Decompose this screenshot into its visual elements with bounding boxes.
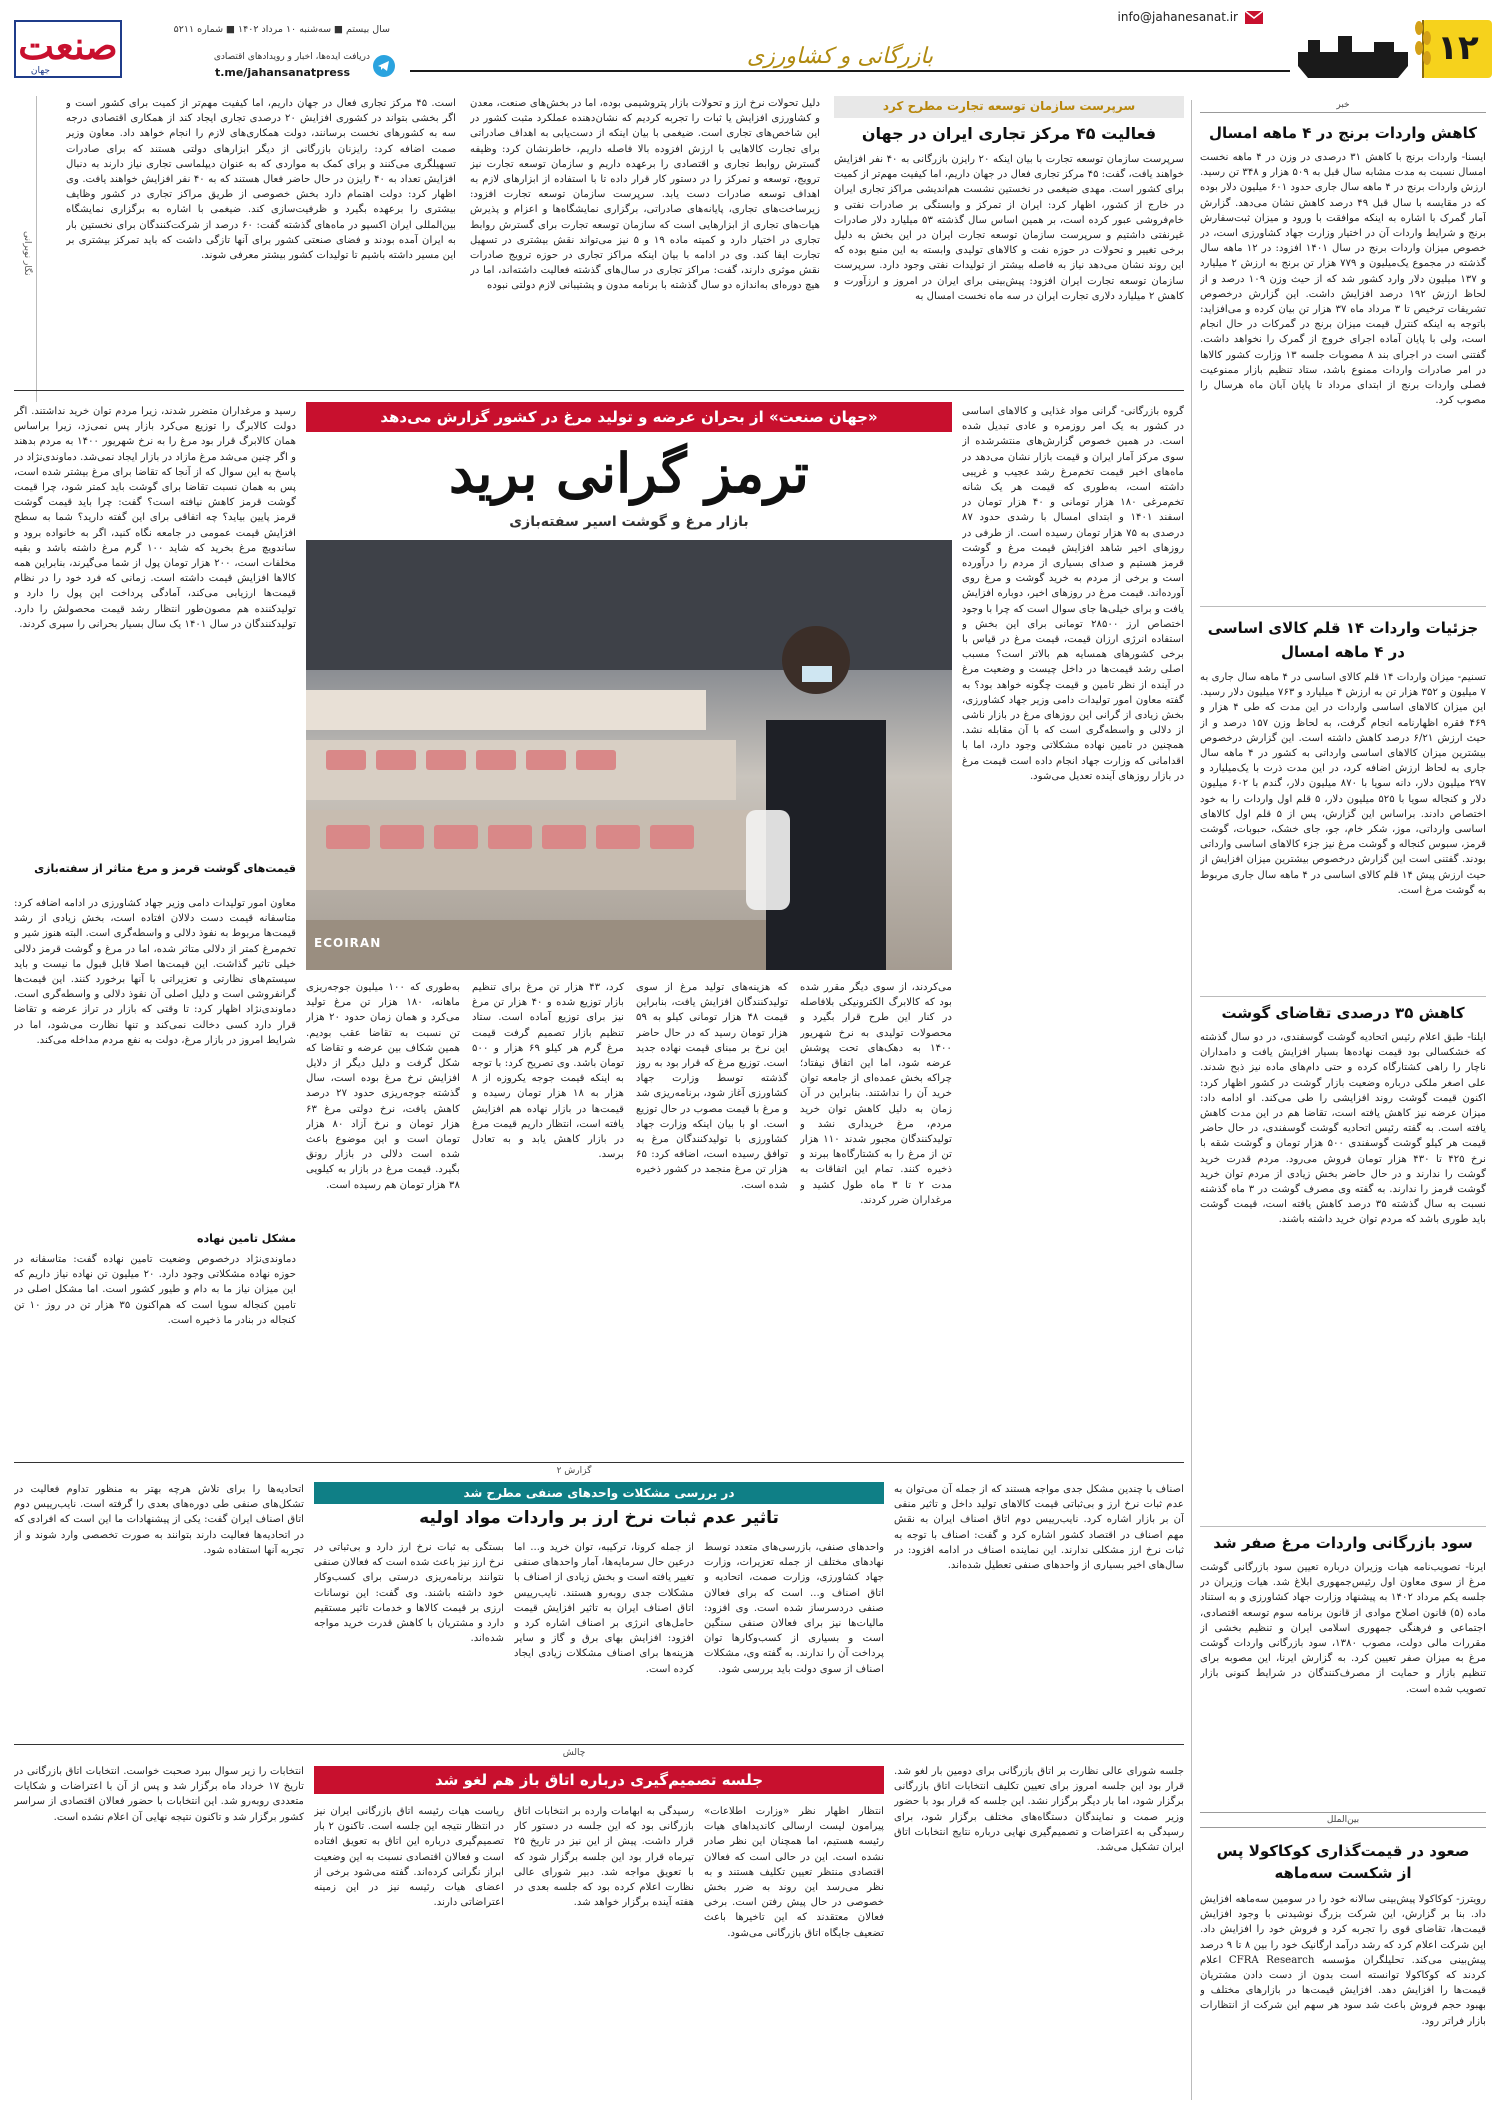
brand-sub: جهان: [30, 66, 50, 76]
article2-title: تاثیر عدم ثبات نرخ ارز بر واردات مواد اولیه: [419, 1508, 779, 1528]
main-title: ترمز گرانی برید: [449, 441, 809, 505]
left-subhead-2: مشکل تامین نهاده: [197, 1232, 296, 1245]
photo-credit: ECOIRAN: [314, 936, 382, 950]
column-separator: [1191, 100, 1192, 2100]
article3-col-1: جلسه شورای عالی نظارت بر اتاق بازرگانی برای دومین بار لغو شد. قرار بود این جلسه امروز برای تعیین تکلیف انتخابات اتاق بازرگانی برگزار شود، اما بار دیگر برگزار نشد. این جلسه که قرار بود با حضور وزیر صمت و نمایندگان دستگاه‌های مختلف برگزار شود، برای رسیدگی به اعتراضات و تصمیم‌گیری نهایی درباره نتایج انتخابات اتاق ایران تشکیل می‌شد.: [894, 1766, 1184, 1854]
news-title-3: کاهش ۳۵ درصدی تقاضای گوشت: [1221, 1004, 1465, 1022]
article3-col-3: رسیدگی به ابهامات وارده بر انتخابات اتاق بازرگانی بود که این جلسه در دستور کار قرار داشت. پیش از این نیز در تاریخ ۲۵ تیرماه قرار بود این جلسه برگزار شود که با تعویق مواجه شد. دبیر شورای عالی نظارت اعلام کرده بود که جلسه بعدی در هفته آینده برگزار خواهد شد.: [514, 1806, 694, 1909]
main-right-col: گروه بازرگانی- گرانی مواد غذایی و کالاهای اساسی در کشور به یک امر روزمره و عادی تبدیل شده است. در همین خصوص گزارش‌های منتشرشده از سوی مرکز آمار ایران و قیمت بازار نشان می‌دهد در ماه‌های اخیر قیمت تخم‌مرغ رشد عجیب و غریبی داشته است، به‌طوری که قیمت هر یک شانه تخم‌مرغی ۱۸۰ هزار تومانی و ۴۰ هزار تومان در اسفند ۱۴۰۱ و ابتدای امسال با رشدی حدود ۸۷ درصدی به ۷۵ هزار تومان رسیده است. از طرفی در روزهای اخیر شاهد افزایش قیمت مرغ و گوشت قرمز هستیم و صدای بسیاری از مردم را درآورده است و برخی از مردم به خرید گوشت و مرغ روی آورده‌اند. قیمت مرغ در روزهای اخیر، دوباره افزایش یافت و برای خیلی‌ها جای سوال است که چرا با وجود اختصاص ارز ۲۸۵۰۰ تومانی برای این بخش و استفاده انرژی ارزان قیمت، قیمت مرغ در قیاس با برخی کشورهای همسایه هم بالاتر است؟ مسبب اصلی رشد قیمت‌ها در داخل چیست و وضعیت مرغ در آینده از نظر تامین و قیمت چگونه خواهد بود؟ به گفته معاون امور تولیدات دامی وزیر جهاد کشاورزی، بخش زیادی از گرانی این روزهای مرغ در بازار ناشی از دلالی و واسطه‌گری است که با آن مقابله نشد. همچنین در تامین نهاده مشکلاتی وجود دارد، اما با اقدامانی که وزارت جهاد انجام داده است قیمت مرغ در بازار روزهای آینده تعدیل می‌شود.: [962, 406, 1184, 782]
news-body-1: ایسنا- واردات برنج با کاهش ۳۱ درصدی در وزن در ۴ ماهه نخست امسال نسبت به مدت مشابه سال قبل به ۵۰۹ هزار و ۳۴۸ تن رسید. ارزش واردات برنج در ۴ ماهه سال جاری حدود ۶۰۱ میلیون دلار بوده که در مقایسه با سال قبل ۴۹ درصد کاهش نشان می‌دهد. گزارش آمار گمرک با اشاره به اینکه موافقت با ورود و میزان ثبت‌سفارش برنج و شرایط واردات آن در اختیار وزارت جهاد کشاورزی است، در خصوص میزان واردات برنج در سال ۱۴۰۱ افزود: در ۱۲ ماهه سال گذشته در مجموع یک‌میلیون و ۷۷۹ هزار تن برنج به ارزش ۲ میلیارد و ۱۳۷ میلیون دلار وارد کشور شد که از حیث وزن ۱۰۹ درصد و از لحاظ ارزش ۱۹۲ درصد افزایش داشت. این گزارش درخصوص تشریفات ترخیص تا ۳ مرداد ماه ۳۷ هزار تن بیان کرده و می‌افزاید: باتوجه به اینکه کنترل قیمت میزان برنج در گمرکات در حال انجام است، ولی با پایان آماده اجرای خروج از گمرک را نخواهد داشت. گفتنی است در اجرای بند ۸ مصوبات جلسه ۱۳ وزارت کشور کالاها در امر صادرات واردات ممنوع باشد، ستاد تنظیم بازار ممنوعیت فصلی واردات برنج از ابتدای مرداد تا پایان آبان ماه هرسال را مصوب کرد.: [1200, 152, 1486, 407]
main-bottom-col-3: کرد، ۴۳ هزار تن مرغ برای تنظیم بازار توزیع شده و ۴۰ هزار تن مرغ نیز برای توزیع آماده است. ستاد تنظیم بازار تصمیم گرفت قیمت مرغ گرم هر کیلو ۶۹ هزار و ۵۰۰ تومان باشد. وی تصریح کرد: با توجه به اینکه قیمت جوجه یکروزه از ۸ هزار به ۱۸ هزار تومان رسیده و قیمت‌ها در بازار نهاده هم افزایش یافته است، انتظار داریم قیمت مرغ در بازار کاهش یابد و به تعادل برسد.: [472, 982, 624, 1161]
main-left-col-2: معاون امور تولیدات دامی وزیر جهاد کشاورزی در ادامه اضافه کرد: متاسفانه قیمت دست دلالان افتاده است، بخش زیادی از رشد قیمت‌ها مربوط به نفوذ دلالی و واسطه‌گری است. البته هنوز شیر و تخم‌مرغ کمتر از دلالی متاثر شده، اما در مرغ و گوشت قرمز دلالی خیلی تاثیر گذاشت. این قیمت‌ها اصلا قابل قبول ما نیست و باید سیستم‌های نظارتی و تعزیراتی با آنها برخورد کنند. این قیمت‌ها گرانفروشی است و دلیل اصلی آن نفوذ دلالی و واسطه‌گری است. دماوندی‌نژاد اظهار کرد: تا وقتی که بازار در تراز عرضه و تقاضا قرار دارد کسی دخالت نمی‌کند و تنها نظارت می‌شود، اما در شرایط امروز در بازار مرغ، دولت به نفع مردم مداخله می‌کند.: [14, 898, 296, 1046]
main-subtitle: بازار مرغ و گوشت اسیر سفته‌بازی: [509, 514, 749, 530]
side-label: نگار نوبرانی: [22, 231, 32, 276]
telegram-icon: [372, 54, 396, 78]
section-logo: بازرگانی و کشاورزی: [746, 44, 934, 69]
news-divider-3: [1200, 1526, 1486, 1527]
news-column: [1200, 100, 1486, 2100]
article-col-2: دلیل تحولات نرخ ارز و تحولات بازار پتروشیمی بوده، اما در بخش‌های صنعت، معدن و کشاورزی افزایش یا ثبات را تجربه کردیم که نشان‌دهنده عملکرد مثبت کشور در این شاخص‌های تجاری است. ضیغمی با بیان اینکه از دست‌یابی به اهداف صادراتی برای تجارت کالاهایی با ارزش افزوده بالا فاصله داریم، خاطرنشان کرد: وظیفه گسترش روابط تجاری و اقتصادی را برعهده داریم و سازمان توسعه تجارت نیز ترویج، توسعه و تمرکز را در دستور کار قرار داده تا با استفاده از ابزارهای لازم به اهداف توسعه صادرات دست یابد. سرپرست سازمان توسعه تجارت افزود: زیرساخت‌های تجاری، پایانه‌های صادراتی، برگزاری نمایشگاه‌ها و اعزام و پذیرش هیات‌های تجاری از ابزارهایی است که سازمان توسعه تجارت برای گسترش روابط تجاری در اختیار دارد و کمیته ماده ۱۹ و ۵ نیز می‌تواند نقش بیشتری در تسهیل تجارت ایفا کند. وی در ادامه با بیان اینکه مراکز تجاری در حوزه ترویج صادرات نقش موثری دارند، گفت: مراکز تجاری در سال‌های گذشته فعالیت داشته‌اند، اما در هیچ دوره‌ای به‌اندازه دو سال گذشته با برنامه مدون و پشتیبانی لازم دولتی نبوده: [470, 98, 820, 292]
intl-label: بین‌الملل: [1200, 1812, 1486, 1828]
article-kicker: سرپرست سازمان توسعه تجارت مطرح کرد: [882, 99, 1136, 113]
article3-kicker: چالش: [562, 1748, 586, 1758]
article3-col-4: ریاست هیات رئیسه اتاق بازرگانی ایران نیز در انتظار نتیجه این جلسه است. تاکنون ۲ بار تصمیم‌گیری درباره این اتاق به تعویق افتاده است و فعالان اقتصادی نسبت به این وضعیت ابراز نگرانی کرده‌اند. گفته می‌شود برخی از اعضای هیات رئیسه نیز در این زمینه اعتراضاتی دارند.: [314, 1806, 504, 1909]
article2-rule: [14, 1744, 1184, 1745]
article2-col-4: بستگی به ثبات نرخ ارز دارد و بی‌ثباتی در نرخ ارز نیز باعث شده است که فعالان صنفی نتوانند برنامه‌ریزی درستی برای کسب‌وکار خود داشته باشند. وی گفت: این نوسانات ارزی بر قیمت کالاها و خدمات تاثیر مستقیم دارد و مشتریان با کاهش قدرت خرید مواجه شده‌اند.: [314, 1542, 504, 1645]
left-subhead-1: قیمت‌های گوشت قرمز و مرغ متاثر از سفته‌بازی: [34, 862, 296, 875]
top-article-rule: [14, 390, 1184, 391]
brand-logo: صنعت: [18, 23, 118, 68]
exchange-rate-article: [14, 1466, 1184, 1746]
article2-bar: در بررسی مشکلات واحدهای صنفی مطرح شد: [314, 1482, 884, 1504]
article-title: فعالیت ۴۵ مرکز تجاری ایران در جهان: [861, 124, 1157, 143]
article2-kicker: گزارش ۲: [556, 1466, 592, 1476]
email-icon: [1244, 8, 1264, 26]
main-story: [14, 396, 1184, 1466]
main-bottom-col-2: که هزینه‌های تولید مرغ از سوی تولیدکنندگان افزایش یافت، بنابراین قیمت ۴۸ هزار تومانی کیلو به ۵۹ هزار تومان رسید که در حال حاضر این نرخ بر مبنای قیمت نهاده جدید است. توزیع مرغ که قرار بود به روز گذشته توسط وزارت جهاد کشاورزی آغاز شود، برنامه‌ریزی شد و مرغ با قیمت مصوب در حال توزیع است. او با بیان اینکه وزارت جهاد کشاورزی با تولیدکنندگان مرغ به توافق رسیده است، اضافه کرد: ۶۵ هزار تن مرغ منجمد در کشور ذخیره شده است.: [636, 982, 788, 1191]
main-bottom-col-4: به‌طوری که ۱۰۰ میلیون جوجه‌ریزی ماهانه، ۱۸۰ هزار تن مرغ تولید می‌کرد و همان زمان حدود ۲۰ هزار تن نسبت به تقاضا عقب بودیم. همین شکاف بین عرضه و تقاضا که شکل گرفت و دلیل دیگر از دلایل افزایش نرخ مرغ بوده است، سال گذشته جوجه‌ریزی حدود ۲۷ درصد کاهش یافت، نرخ دولتی مرغ ۶۳ هزار تومان و نرخ آزاد ۸۰ هزار تومان است و این موضوع باعث شده است دلالی در بازار رونق بگیرد. قیمت مرغ در بازار به کیلویی ۳۸ هزار تومان هم رسیده است.: [306, 982, 460, 1191]
section-emblem: [1298, 34, 1408, 78]
side-rule: [36, 96, 37, 402]
masthead: [0, 0, 1500, 92]
article2-col-3: از جمله کرونا، ترکیبه، توان خرید و... اما درعین حال سرمایه‌ها، آمار واحدهای صنفی تغییر یافته است و بخش زیادی از اصناف با مشکلات جدی روبه‌رو هستند. نایب‌رییس اتاق اصناف ایران به تاثیر افزایش قیمت حامل‌های انرژی بر اصناف اشاره کرد و افزود: افزایش بهای برق و گاز و سایر هزینه‌ها برای اصناف مشکلات زیادی ایجاد کرده است.: [514, 1542, 694, 1675]
main-banner: «جهان صنعت» از بحران عرضه و تولید مرغ در کشور گزارش می‌دهد: [306, 402, 952, 432]
news-divider-2: [1200, 996, 1486, 997]
news-title-1: کاهش واردات برنج در ۴ ماهه امسال: [1209, 124, 1477, 142]
news-label: خبر: [1200, 100, 1486, 113]
article3-title: جلسه تصمیم‌گیری درباره اتاق باز هم لغو شد: [314, 1766, 884, 1794]
article-col-3: است. ۴۵ مرکز تجاری فعال در جهان داریم، اما کیفیت مهم‌تر از کمیت برای کشور است و اگر بخشی بتواند در کشوری افزایش ۲۰ درصدی تجاری ایجاد کند از همکاری اقتصادی درجه سه به کشورهای نخست برسانند، دولت همکاری‌های لازم را انجام خواهد داد. معاون وزیر صمت اضافه کرد: رایزنان بازرگانی از دیگر ابزارهای دولتی هستند که برای صادرات تسهیلگری می‌کنند و برای کمک به مواردی که به عنوان دیپلماسی تجاری نیاز دارند به دنبال افزایش تعداد به ۴۰ رایزن در حال حاضر فعال هستند که به ۴۰ نفر افزایش خواهند یافت. وی اظهار کرد: دولت اهتمام دارد بخش خصوصی از طریق مراکز تجاری در کشور وظایف بیشتری را برعهده بگیرد و ظرفیت‌سازی کند. ضیغمی با اشاره به برگزاری نمایشگاه بین‌المللی ایران اکسپو در ماه‌های گذشته گفت: ۶۰ درصد از شرکت‌کنندگان برای نخستین بار به ایران آمده بودند و فضای صنعتی کشور برای آنها تازگی داشت که باید تمرکز بیشتری بر این مسیر داشته باشیم تا تولیدات کشور بیشتر معرفی شوند.: [66, 98, 456, 262]
date-line: سال بیستم ■ سه‌شنبه ۱۰ مرداد ۱۴۰۲ ■ شماره ۵۲۱۱: [173, 24, 390, 35]
main-left-col: رسید و مرغداران متضرر شدند، زیرا مردم توان خرید نداشتند. اگر دولت کالابرگ را توزیع می‌کرد بازار پس نمی‌زد، زیرا براساس همان کالابرگ قرار بود مرغ را به نرخ شهریور ۱۴۰۰ به مردم بدهند و اگر چنین می‌شد مرغ مازاد در بازار ایجاد نمی‌شد. دماوندی‌نژاد در پاسخ به این سوال که از آنجا که تقاضا برای مرغ بیشتر شده است، پس به همان نسبت تقاضا برای گوشت باید کمتر شود، چرا قیمت گوشت قرمز کاهش نیافته است؟ گفت: چرا باید قیمت گوشت قرمز پایین بیاید؟ چه اتفاقی برای این گفته دارید؟ شما به سطح افزایش قیمت عمومی در جامعه نگاه کنید، اگر به خانواده برود و ساندویچ مرغ بخرید که شاید ۱۰۰ گرم مرغ داشته باشد و بقیه مخلفات است، ۲۰۰ هزار تومان پول از شما می‌گیرند، بنابراین همه کالاها افزایش قیمت داشته است. زمانی که فرد خود را در نظام قیمت‌ها ارزیابی می‌کند، آمادگی پرداخت این پول را دارد و تولیدکننده هم مصون‌طور انتظار رشد قیمت محصولش را دارد. تولیدکنندگان در سال ۱۴۰۱ یک سال بسیار بحرانی را سپری کردند.: [14, 406, 296, 630]
news-title-2: جزئیات واردات ۱۴ قلم کالای اساسی در ۴ ماهه امسال: [1207, 619, 1479, 661]
article-col-1: سرپرست سازمان توسعه تجارت با بیان اینکه ۲۰ رایزن بازرگانی به ۴۰ نفر افزایش خواهند یافت، گفت: ۴۵ مرکز تجاری فعال در جهان داریم، اما کیفیت مهم‌تر از کمیت برای کشور است. مهدی ضیغمی در نخستین نشست هم‌اندیشی مراکز تجاری ایران در خارج از کشور، اظهار کرد: ایران از تمرکز و وابستگی بر صادرات نفتی و خام‌فروشی عبور کرده است، بر همین اساس سال گذشته ۵۳ میلیارد دلار صادرات غیرنفتی داشتیم و سرپرست سازمان توسعه تجارت ایران در این بخش به دلیل برخی تغییر و تحولات در حوزه نفت و کالاهای تولیدی وابسته به این منبع بوده که این روند نشان می‌دهد نیاز به فاصله بیشتر از تولیدات نفتی وجود دارد. سرپرست سازمان توسعه تجارت ایران افزود: پیش‌بینی برای ایران در امروز و ارزآورت و کاهش ۲ میلیارد دلاری تجارت ایران در سه ماه نخست امسال به: [834, 154, 1184, 302]
article2-col-1: اصناف با چندین مشکل جدی مواجه هستند که از جمله آن می‌توان به عدم ثبات نرخ ارز و بی‌ثباتی قیمت کالاهای تولید داخل و تاثیر منفی آن بر بازار اشاره کرد. نایب‌رییس دوم اتاق اصناف ایران به نقش مهم اصناف در اقتصاد کشور اشاره کرد و گفت: اصناف با توجه به ثبات نرخ ارز مشکلی ندارند. این نماینده اصناف در ادامه افزود: در سال‌های اخیر بسیاری از واحدهای صنفی تعطیل شده‌اند.: [894, 1484, 1184, 1572]
telegram-link[interactable]: t.me/jahansanatpress: [215, 66, 350, 79]
news-divider-1: [1200, 606, 1486, 607]
trade-centers-article: [14, 96, 1184, 406]
news-body-3: ایلنا- طبق اعلام رئیس اتحادیه گوشت گوسفندی، در دو سال گذشته که خشکسالی بود قیمت نهاده‌ها بسیار افزایش یافت و دامداران ناچار را راهی کشتارگاه کرده و حتی دام‌های ماده نیز ذبح شدند. علی اصغر ملکی درباره وضعیت بازار گوشت در کشور اظهار کرد: اکنون قیمت گوشت روند افزایشی را طی می‌کند. او ادامه داد: میزان عرضه نیز کاهش یافته است، تقاضا هم در این مدت کاهش یافته است. به گفته رئیس اتحادیه گوشت گوسفندی، در حال حاضر قیمت هر کیلو گوشت گوسفندی ۵۰۰ هزار تومان و گوشت شقه با نرخ ۴۲۵ تا ۴۳۰ هزار تومان فروش می‌رود. مردم قدرت خرید گوشت را ندارند و در حال حاضر بخش زیادی از مردم توان خرید گوشت قرمز را ندارند. به گفته وی مصرف گوشت در ۳ ماه گذشته نسبت به سال گذشته ۳۵ درصد کاهش یافته است، قیمت گوشت باید طوری باشد که مردم توان خرید داشته باشند.: [1200, 1032, 1486, 1226]
article3-col-2: انتظار اظهار نظر «وزارت اطلاعات» پیرامون لیست ارسالی کاندیداهای هیات رئیسه هستیم، اما همچنان این نظر صادر نشده است. این در حالی است که فعالان اقتصادی منتظر تعیین تکلیف هستند و به نظر می‌رسد این روند به ضرر بخش خصوصی در حال پیش رفتن است. برخی فعالان معتقدند که این تاخیرها باعث تضعیف جایگاه اتاق بازرگانی می‌شود.: [704, 1806, 884, 1939]
chamber-article: [14, 1748, 1184, 2100]
telegram-label: دریافت ایده‌ها، اخبار و رویدادهای اقتصادی: [213, 52, 370, 62]
wheat-icon: [1412, 14, 1434, 78]
article2-col-5: اتحادیه‌ها را برای تلاش هرچه بهتر به منظور تداوم فعالیت در تشکل‌های صنفی طی دوره‌های بعدی را گرفته است. نایب‌رییس دوم اتاق اصناف ایران گفت: یکی از پیشنهادات ما این است که افرادی که در اتحادیه‌ها فعالیت دارند بتوانند به صورت تخصصی وارد شوند و از تجربه آنها استفاده شود.: [14, 1484, 304, 1556]
article3-col-5: انتخابات را زیر سوال ببرد صحبت خواست. انتخابات اتاق بازرگانی در تاریخ ۱۷ خرداد ماه برگزار شد و پس از آن با اعتراضات و شکایات متعددی روبه‌رو شد. این انتخابات با حضور فعالان اقتصادی از سراسر کشور برگزار شد و تاکنون نتیجه نهایی آن اعلام نشده است.: [14, 1766, 304, 1823]
main-photo: [306, 540, 952, 970]
main-left-col-3: دماوندی‌نژاد درخصوص وضعیت تامین نهاده گفت: متاسفانه در حوزه نهاده مشکلاتی وجود دارد. ۲۰ میلیون تن نهاده نیاز داریم که این میزان نیاز ما به دام و طیور کشور است. اما مشکل اصلی در تامین کنجاله سویا است که هم‌اکنون ۳۵ هزار تن در روز ۱۰ تن کنجاله در بنادر ما ذخیره است.: [14, 1254, 296, 1326]
article2-col-2: واحدهای صنفی، بازرسی‌های متعدد توسط نهادهای مختلف از جمله تعزیرات، وزارت جهاد کشاورزی، وزارت صمت، اتحادیه و اتاق اصناف و... است که برای فعالان صنفی دردسرساز شده است. وی افزود: مالیات‌ها نیز برای فعالان صنفی سنگین است و بسیاری از کسب‌وکارها توان پرداخت آن را ندارند. به گفته وی، مشکلات اصناف از سوی دولت باید بررسی شود.: [704, 1542, 884, 1675]
main-bottom-col-1: می‌کردند، از سوی دیگر مقرر شده بود که کالابرگ الکترونیکی بلافاصله در کنار این طرح قرار بگیرد و محصولات تولیدی به نرخ شهریور ۱۴۰۰ به دهک‌های تحت پوشش عرضه شود، اما این اتفاق نیفتاد؛ چراکه بخش عمده‌ای از جامعه توان خرید آن را نداشتند. بنابراین در آن زمان به دلیل کاهش توان خرید مردم، مرغ خریداری نشد و تولیدکنندگان مجبور شدند ۱۱۰ هزار تن از مرغ را به کشتارگاه‌ها ببرند و ذخیره کنند. تمام این اتفاقات به مدت ۲ تا ۳ ماه طول کشید و مرغداران ضرر کردند.: [800, 982, 952, 1206]
intl-body: رویترز- کوکاکولا پیش‌بینی سالانه خود را در سومین سه‌ماهه افزایش داد. بنا بر گزارش، این شرکت بزرگ نوشیدنی با وجود افزایش قیمت‌ها، تقاضای قوی را تجربه کرد و فروش خود را افزایش داد. این شرکت اعلام کرد که رشد درآمد ارگانیک خود را بین ۸ تا ۹ درصد پیش‌بینی می‌کند. تحلیلگران مؤسسه CFRA Research اعلام کردند که کوکاکولا توانسته است بدون از دست دادن مشتریان قیمت‌ها را افزایش دهد. افزایش قیمت‌ها در بازارهای مختلف و بهبود حجم فروش باعث شد سود هر سهم این شرکت از انتظارات بازار فراتر رود.: [1200, 1894, 1486, 2027]
intl-title: صعود در قیمت‌گذاری کوکاکولا پس از شکست سه‌ماهه: [1216, 1842, 1470, 1882]
page-number: ۱۲: [1437, 28, 1479, 68]
news-body-2: تسنیم- میزان واردات ۱۴ قلم کالای اساسی در ۴ ماهه سال جاری به ۷ میلیون و ۳۵۲ هزار تن به ارزش ۴ میلیارد و ۷۶۳ میلیون دلار رسید. این میزان کالاهای اساسی واردات در این مدت که طی ۴ هزار و ۴۶۹ فقره اظهارنامه انجام گرفت، به لحاظ وزن ۱۵۷ درصد و از حیث ارزش ۶/۲۱ درصد کاهش داشته است. این گزارش درخصوص بیشترین میزان کالاهای اساسی وارداتی به کشور در ۴ ماهه سال جاری به لحاظ ارزش اضافه کرد، در این مدت ذرت با یک‌میلیارد و ۲۹۷ میلیون دلار، دانه سویا با ۸۷۰ میلیون دلار، گندم با ۶۰۲ میلیون دلار و کنجاله سویا با ۵۲۵ میلیون دلار، ۵ قلم اول واردات را به خود اختصاص دادند. براساس این گزارش، پس از ۵ قلم اول کالاهای اساسی وارداتی، موز، شکر خام، جو، جای خشک، حبوبات، گوشت قرمز، سبوس کنجاله و گوشت مرغ نیز جزء کالاهای اساسی وارداتی بودند. گفتنی است این گزارش درخصوص بیشترین میزان افزایش از حیث ارزش پیش ۱۴ قلم کالای اساسی در ۴ ماهه سال جاری مربوط به گوشت مرغ است.: [1200, 672, 1486, 896]
email-address[interactable]: info@jahanesanat.ir: [1117, 10, 1238, 24]
header-rule: [410, 70, 1290, 72]
news-body-4: ایرنا- تصویب‌نامه هیات وزیران درباره تعیین سود بازرگانی گوشت مرغ از سوی معاون اول رئیس‌جمهوری ابلاغ شد. هیات وزیران در جلسه یکم مرداد ۱۴۰۲ به پیشنهاد وزارت جهاد کشاورزی و به استناد ماده (۵) قانون اصلاح موادی از قانون برنامه سوم توسعه اقتصادی، اجتماعی و فرهنگی جمهوری اسلامی ایران و تنظیم بخشی از مقررات مالی دولت، مصوب ۱۳۸۰، سود بازرگانی واردات گوشت مرغ به میزان صفر تعیین کرد. به گزارش ایرنا، این مصوبه برای تنظیم بازار و حمایت از مصرف‌کنندگان در شرایط کنونی بازار تصویب شده است.: [1200, 1562, 1486, 1695]
news-title-4: سود بازرگانی واردات مرغ صفر شد: [1213, 1534, 1473, 1552]
main-story-rule: [14, 1462, 1184, 1463]
